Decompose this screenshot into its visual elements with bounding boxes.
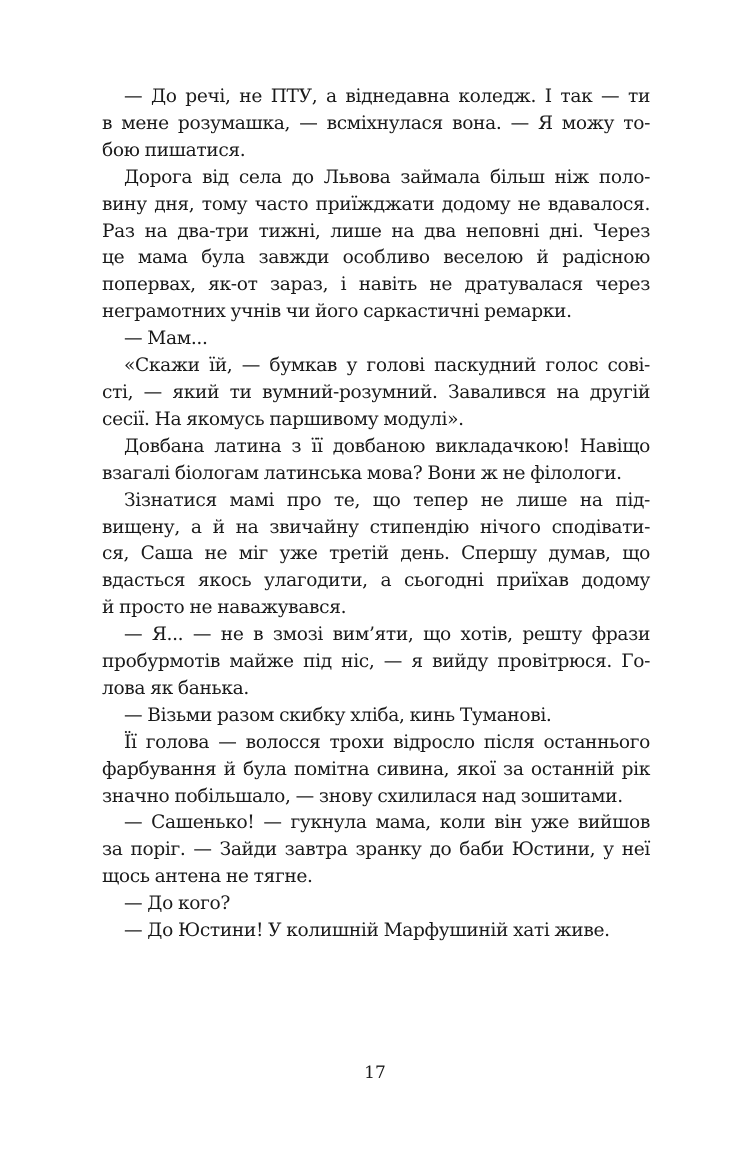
paragraph — [102, 703, 650, 730]
text-line: Її голова — волосся трохи відросло після останнього — [124, 731, 650, 753]
text-line: Дорога від села до Львова займала більш ніж поло- — [124, 166, 650, 188]
text-line: фарбування й була помітна сивина, якої за останній рік — [102, 758, 650, 780]
text-line: щось антена не тягне. — [102, 866, 313, 888]
text-line: вдасться якось улагодити, а сьогодні приїхав додому — [102, 570, 650, 592]
page-number: 17 — [364, 1063, 386, 1083]
text-line: Раз на два-три тижні, лише на два неповні дні. Через — [102, 220, 650, 242]
paragraph — [102, 165, 650, 326]
text-line: неграмотних учнів чи його саркастичні ремарки. — [102, 301, 572, 323]
text-line: Довбана латина з її довбаною викладачкою! Навіщо — [124, 435, 650, 457]
paragraph — [102, 891, 650, 918]
text-line: сесії. На якомусь паршивому модулі». — [102, 408, 464, 430]
text-line: взагалі біологам латинська мова? Вони ж не філологи. — [102, 462, 622, 484]
paragraph — [102, 918, 650, 945]
paragraph — [102, 488, 650, 623]
paragraph — [102, 730, 650, 811]
text-line: в мене розумашка, — всміхнулася вона. — Я можу то- — [102, 112, 650, 134]
paragraph — [102, 434, 650, 488]
text-line: за поріг. — Зайди завтра зранку до баби Юстини, у неї — [102, 839, 650, 861]
text-line: вину дня, тому часто приїжджати додому не вдавалося. — [102, 193, 650, 215]
text-line: — Я... — не в змозі вим’яти, що хотів, решту фрази — [124, 624, 650, 646]
text-line: пробурмотів майже під ніс, — я вийду провітрюся. Го- — [102, 651, 650, 673]
text-line: — До Юстини! У колишній Марфушиній хаті живе. — [124, 920, 610, 942]
text-line: попервах, як-от зараз, і навіть не дратувалася через — [102, 274, 650, 296]
paragraph — [102, 622, 650, 703]
text-line: сті, — який ти вумний-розумний. Завалився на другій — [102, 381, 650, 403]
text-line: — Сашенько! — гукнула мама, коли він уже вийшов — [124, 812, 650, 834]
text-line: — Візьми разом скибку хліба, кинь Туманові. — [124, 704, 552, 726]
text-line: це мама була завжди особливо веселою й радісною — [102, 247, 650, 269]
paragraph — [102, 326, 650, 353]
text-line: значно побільшало, — знову схилилася над зошитами. — [102, 785, 623, 807]
text-line: вищену, а й на звичайну стипендію нічого сподівати- — [102, 516, 650, 538]
paragraph — [102, 84, 650, 165]
text-line: лова як банька. — [102, 677, 249, 699]
paragraph — [102, 810, 650, 891]
text-line: — До кого? — [124, 893, 230, 915]
text-line: й просто не наважувався. — [102, 597, 347, 619]
paragraph — [102, 353, 650, 434]
text-line: — До речі, не ПТУ, а віднедавна коледж. І так — ти — [124, 86, 650, 107]
text-line: бою пишатися. — [102, 139, 246, 161]
text-line: Зізнатися мамі про те, що тепер не лише на під- — [124, 489, 650, 511]
text-line: «Скажи їй, — бумкав у голові паскудний голос сові- — [124, 355, 650, 377]
book-page-text — [102, 84, 650, 945]
text-line: ся, Саша не міг уже третій день. Спершу думав, що — [102, 543, 650, 565]
text-line: — Мам... — [124, 328, 208, 350]
